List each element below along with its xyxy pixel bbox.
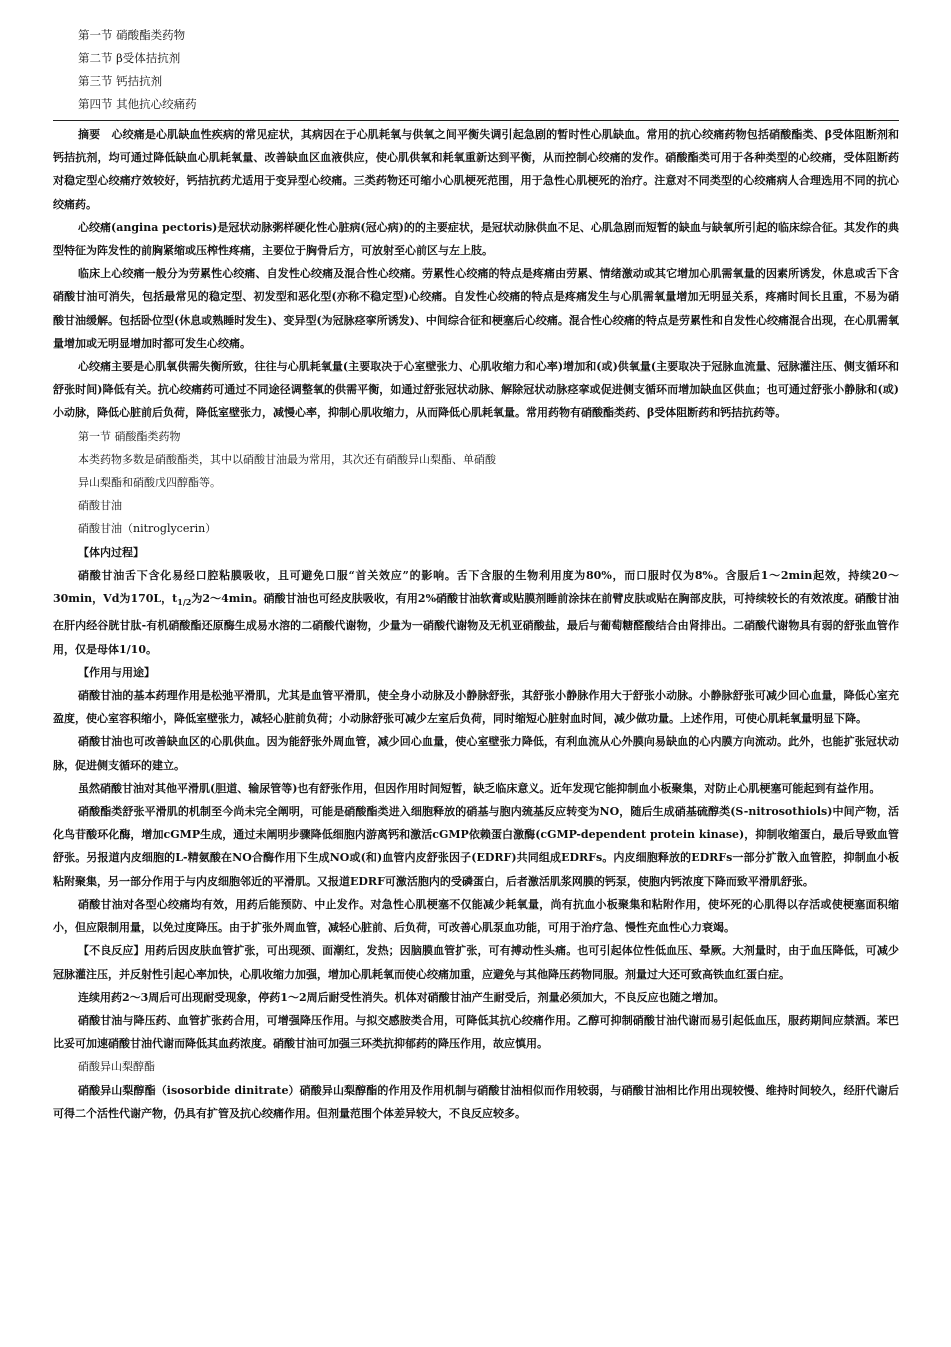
half-life-subscript: 1/2 (177, 597, 192, 608)
document-page (53, 24, 899, 1125)
clinical-use-paragraph: 硝酸甘油对各型心绞痛均有效，用药后能预防、中止发作。对急性心肌梗塞不仅能减少耗氧量，尚有抗血小板聚集和粘附作用，使坏死的心肌得以存活或使梗塞面积缩小，但应限制用量，以免过度降压。由于扩张外周血管，减轻心脏前、后负荷，可改善心肌泵血功能，可用于治疗急、慢性充血性心力衰竭。 (53, 897, 899, 935)
mechanism-paragraph: 硝酸酯类舒张平滑肌的机制至今尚未完全阐明，可能是硝酸酯类进入细胞释放的硝基与胞内巯基反应转变为NO，随后生成硝基硫醇类(S-nitrosothiols)中间产物，活化鸟苷酸环化酶，增加cGMP生成，通过未阐明步骤降低细胞内游离钙和激活cGMP依赖蛋白激酶(cGMP-dependent protein kinase)，抑制收缩蛋白，最后导致血管舒张。另报道内皮细胞的L-精氨酸在NO合酶作用下生成NO或(和)血管内皮舒张因子(EDRF)共同组成EDRFs。内皮细胞释放的EDRFs一部分扩散入血管腔，抑制血小板粘附聚集，另一部分作用于与内皮细胞邻近的平滑肌。又报道EDRF可激活胞内的受磷蛋白，后者激活肌浆网膜的钙泵，使胞内钙浓度下降而致平滑肌舒张。 (53, 805, 899, 888)
section-intro-line: 本类药物多数是硝酸酯类，其中以硝酸甘油最为常用，其次还有硝酸异山梨酯、单硝酸 (78, 452, 496, 466)
toc-item[interactable]: 第四节 其他抗心绞痛药 (78, 97, 197, 111)
toc-item[interactable]: 第一节 硝酸酯类药物 (78, 28, 186, 42)
drug-name-heading: 硝酸异山梨醇酯 (78, 1060, 155, 1074)
drug-description-paragraph: 硝酸异山梨醇酯（isosorbide dinitrate）硝酸异山梨醇酯的作用及作用机制与硝酸甘油相似而作用较弱，与硝酸甘油相比作用出现较慢、维持时间较久，经肝代谢后可得二个活性代谢产物，仍具有扩管及抗心绞痛作用。但剂量范围个体差异较大，不良反应较多。 (53, 1083, 899, 1120)
intro-paragraph: 心绞痛(angina pectoris)是冠状动脉粥样硬化性心脏病(冠心病)的的主要症状，是冠状动脉供血不足、心肌急剧而短暂的缺血与缺氧所引起的临床综合征。其发作的典型特征为阵发性的前胸紧缩或压榨性疼痛，主要位于胸骨后方，可放射至心前区与左上肢。 (53, 220, 899, 258)
action-paragraph: 硝酸甘油也可改善缺血区的心肌供血。因为能舒张外周血管，减少回心血量，使心室壁张力降低，有利血流从心外膜向易缺血的心内膜方向流动。此外，也能扩张冠状动脉，促进侧支循环的建立。 (53, 735, 899, 772)
action-paragraph: 硝酸甘油的基本药理作用是松弛平滑肌，尤其是血管平滑肌，使全身小动脉及小静脉舒张，其舒张小静脉作用大于舒张小动脉。小静脉舒张可减少回心血量，降低心室充盈度，使心室容积缩小，降低室壁张力，减轻心脏前负荷；小动脉舒张可减少左室后负荷，同时缩短心脏射血时间，减少做功量。上述作用，可使心肌耗氧量明显下降。 (53, 689, 899, 726)
drug-name-heading: 硝酸甘油 (78, 499, 122, 513)
section-intro-line: 异山梨酯和硝酸戊四醇酯等。 (78, 476, 221, 490)
action-paragraph: 虽然硝酸甘油对其他平滑肌(胆道、输尿管等)也有舒张作用，但因作用时间短暂，缺乏临床意义。近年发现它能抑制血小板聚集，对防止心肌梗塞可能起到有益作用。 (78, 781, 881, 795)
intro-paragraph: 心绞痛主要是心肌氧供需失衡所致，往往与心肌耗氧量(主要取决于心室壁张力、心肌收缩力和心率)增加和(或)供氧量(主要取决于冠脉血流量、冠脉灌注压、侧支循环和舒张时间)降低有关。抗心绞痛药可通过不同途径调整氧的供需平衡，如通过舒张冠状动脉、解除冠状动脉痉挛或促进侧支循环而增加缺血区供血；也可通过舒张小静脉和(或)小动脉，降低心脏前后负荷，降低室壁张力，减慢心率，抑制心肌收缩力，从而降低心肌耗氧量。常用药物有硝酸酯类药、β受体阻断药和钙拮抗药等。 (53, 360, 899, 420)
tolerance-paragraph: 连续用药2～3周后可出现耐受现象，停药1～2周后耐受性消失。机体对硝酸甘油产生耐受后，剂量必须加大，不良反应也随之增加。 (78, 990, 725, 1004)
section-heading: 第一节 硝酸酯类药物 (78, 429, 181, 443)
interaction-paragraph: 硝酸甘油与降压药、血管扩张药合用，可增强降压作用。与拟交感胺类合用，可降低其抗心绞痛作用。乙醇可抑制硝酸甘油代谢而易引起低血压，服药期间应禁酒。苯巴比妥可加速硝酸甘油代谢而降低其血药浓度。硝酸甘油可加强三环类抗抑郁药的降压作用，故应慎用。 (53, 1013, 899, 1051)
drug-full-name: 硝酸甘油（nitroglycerin） (78, 522, 217, 536)
pharmacokinetics-heading: 【体内过程】 (78, 545, 144, 559)
intro-paragraph: 临床上心绞痛一般分为劳累性心绞痛、自发性心绞痛及混合性心绞痛。劳累性心绞痛的特点是疼痛由劳累、情绪激动或其它增加心肌需氧量的因素所诱发，休息或舌下含硝酸甘油可消失，包括最常见的稳定型、初发型和恶化型(亦称不稳定型)心绞痛。自发性心绞痛的特点是疼痛发生与心肌需氧量增加无明显关系，疼痛时间长且重，不易为硝酸甘油缓解。包括卧位型(休息或熟睡时发生)、变异型(为冠脉痉挛所诱发)、中间综合征和梗塞后心绞痛。混合性心绞痛的特点是劳累性和自发性心绞痛混合出现，在心肌需氧量增加或无明显增加时都可发生心绞痛。 (53, 267, 899, 350)
toc-item[interactable]: 第二节 β受体拮抗剂 (78, 51, 181, 65)
action-use-heading: 【作用与用途】 (78, 665, 155, 679)
pk-text-b: 为2～4min。硝酸甘油也可经皮肤吸收，有用2%硝酸甘油软膏或贴膜剂睡前涂抹在前臂皮肤或贴在胸部皮肤，可持续较长的有效浓度。硝酸甘油在肝内经谷胱甘肽-有机硝酸酯还原酶生成易水溶的二硝酸代谢物，少量为一硝酸代谢物及无机亚硝酸盐，最后与葡萄糖醛酸结合由肾排出。二硝酸代谢物具有弱的舒张血管作用，仅是母体1/10。 (53, 592, 899, 656)
table-of-contents (53, 24, 899, 116)
pk-text-a: 硝酸甘油舌下含化易经口腔粘膜吸收，且可避免口服“首关效应”的影响。舌下含服的生物利用度为80%，而口服时仅为8%。含服后1～2min起效，持续20～30min，Vd为170L，t (53, 568, 899, 606)
divider (53, 120, 899, 121)
pharmacokinetics-paragraph (53, 564, 899, 661)
adverse-reactions-paragraph: 【不良反应】用药后因皮肤血管扩张，可出现颈、面潮红，发热；因脑膜血管扩张，可有搏动性头痛。也可引起体位性低血压、晕厥。大剂量时，由于血压降低，可减少冠脉灌注压，并反射性引起心率加快，心肌收缩力加强，增加心肌耗氧而使心绞痛加重，应避免与其他降压药物同服。剂量过大还可致高铁血红蛋白症。 (53, 944, 899, 981)
toc-item[interactable]: 第三节 钙拮抗剂 (78, 74, 163, 88)
abstract-paragraph: 摘要 心绞痛是心肌缺血性疾病的常见症状，其病因在于心肌耗氧与供氧之间平衡失调引起急剧的暂时性心肌缺血。常用的抗心绞痛药物包括硝酸酯类、β受体阻断剂和钙拮抗剂，均可通过降低缺血心肌耗氧量、改善缺血区血液供应，使心肌供氧和耗氧重新达到平衡，从而控制心绞痛的发作。硝酸酯类可用于各种类型的心绞痛，受体阻断药对稳定型心绞痛疗效较好，钙拮抗药尤适用于变异型心绞痛。三类药物还可缩小心肌梗死范围，用于急性心肌梗死的治疗。注意对不同类型的心绞痛病人合理选用不同的抗心绞痛药。 (53, 128, 899, 211)
